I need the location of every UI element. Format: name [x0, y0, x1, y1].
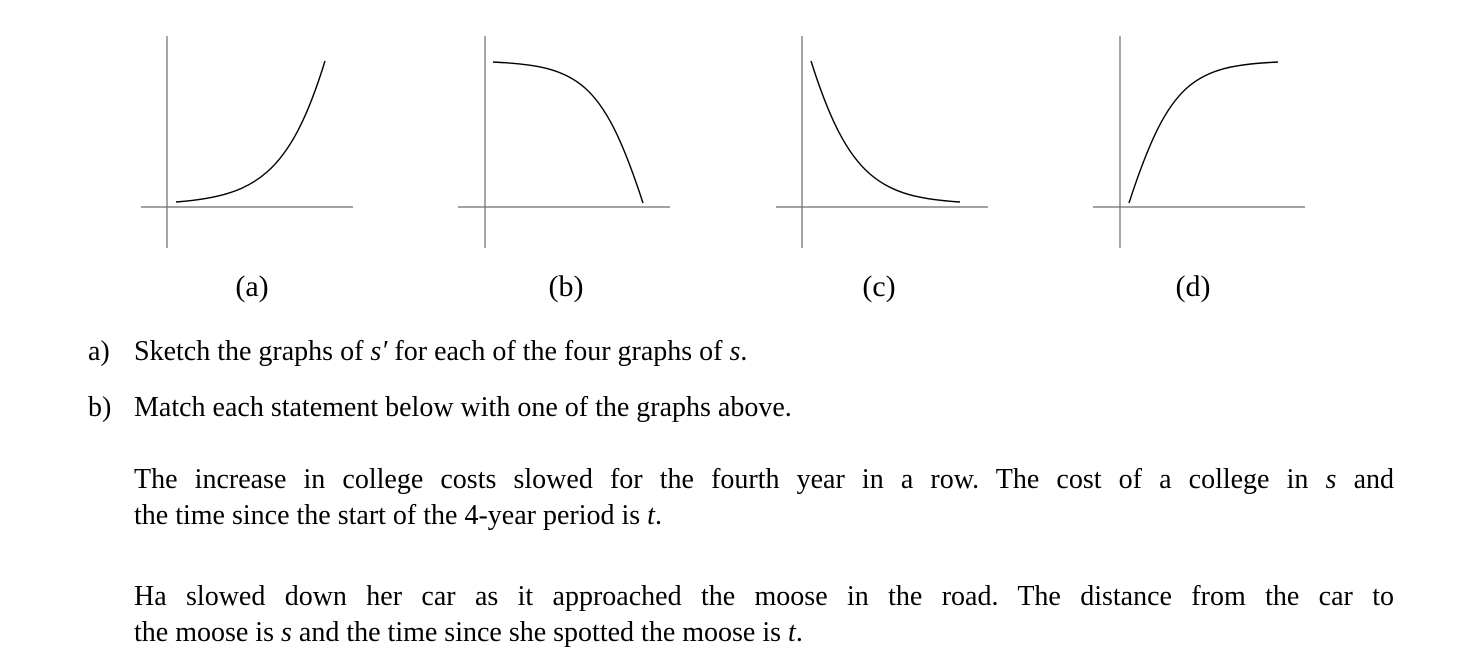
statement-2-text-b: the moose is: [134, 617, 281, 648]
statement-1-text-b: and: [1336, 464, 1394, 495]
statement-2-line-2: [134, 615, 1394, 651]
question-b: [88, 390, 792, 426]
statement-1-text-c: the time since the start of the 4-year period is: [134, 500, 648, 531]
statement-2-var-t: t: [788, 617, 796, 648]
question-b-marker: b): [88, 392, 112, 423]
caption-c: (c): [862, 270, 896, 303]
statement-1-var-s: s: [1325, 464, 1337, 495]
question-a-text-mid: for each of the four graphs of: [387, 336, 730, 367]
statement-1-var-t: t: [647, 500, 655, 531]
question-a-var-s: s: [729, 336, 741, 367]
question-a-var-s-prime: s′: [370, 336, 388, 367]
question-a: [88, 334, 748, 370]
statement-2-line-1: [134, 579, 1394, 615]
question-a-text-after: .: [740, 336, 748, 367]
statement-2-var-s: s: [281, 617, 292, 648]
statement-1-text-d: .: [654, 500, 662, 531]
graph-c: [776, 36, 988, 248]
caption-b: (b): [548, 270, 584, 303]
statement-2-text-c: and the time since she spotted the moose is: [291, 617, 789, 648]
graph-a: [141, 36, 353, 248]
graph-b-curve: [493, 62, 643, 203]
question-b-text: Match each statement below with one of the graphs above.: [134, 392, 792, 423]
statement-2-text-d: .: [795, 617, 803, 648]
statement-1: [134, 462, 1394, 534]
statement-1-line-2: [134, 498, 1394, 534]
graph-d-curve: [1129, 62, 1278, 203]
statement-1-text-a: The increase in college costs slowed for the fourth year in a row. The cost of a college in: [134, 464, 1326, 495]
question-a-text-before: Sketch the graphs of: [134, 336, 371, 367]
caption-a: (a): [235, 270, 269, 303]
graph-b: [458, 36, 670, 248]
figure-panel: [0, 0, 1460, 320]
graph-d: [1093, 36, 1305, 248]
caption-d: (d): [1175, 270, 1211, 303]
statement-2-text-a: Ha slowed down her car as it approached the moose in the road. The distance from the car to: [134, 581, 1394, 612]
statement-1-line-1: [134, 462, 1394, 498]
question-a-marker: a): [88, 336, 110, 367]
graph-a-curve: [176, 61, 325, 202]
statement-2: [134, 579, 1394, 651]
graph-c-curve: [811, 61, 960, 202]
